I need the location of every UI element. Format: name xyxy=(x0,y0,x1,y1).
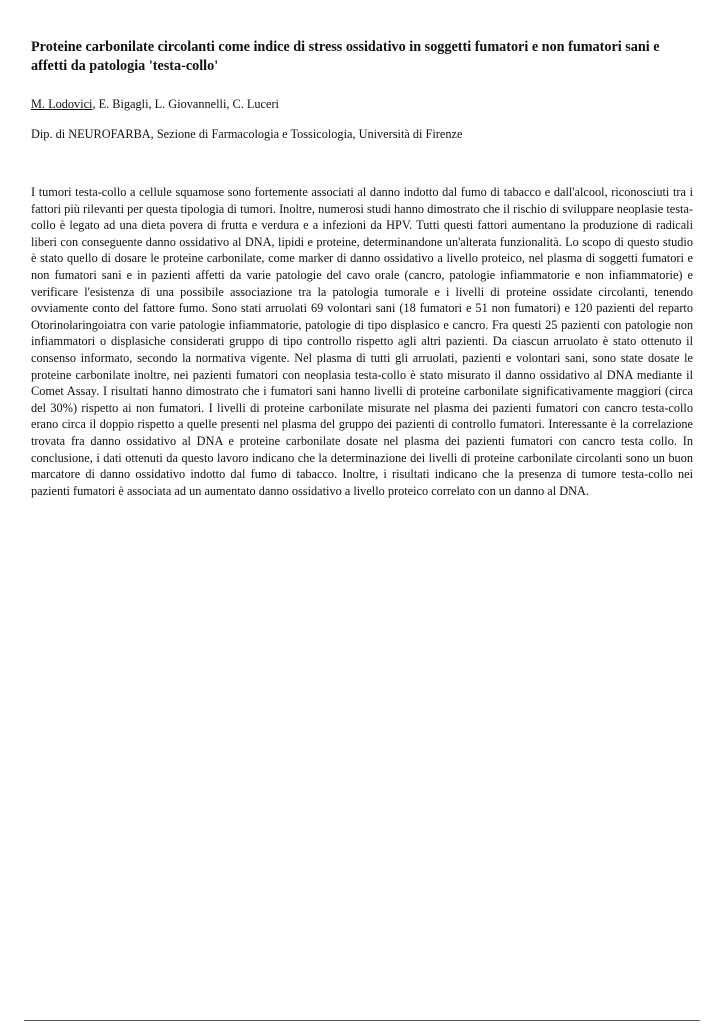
footer-divider xyxy=(24,1020,700,1021)
author-list xyxy=(31,96,693,112)
document-page xyxy=(31,0,693,1024)
abstract-body: I tumori testa-collo a cellule squamose sono fortemente associati al danno indotto dal fumo di tabacco e dall'alcool, riconosciuti tra i fattori più rilevanti per questa tipologia di tumori. Inoltre, numerosi studi hanno dimostrato che il rischio di sviluppare neoplasie testa-collo è legato ad una dieta povera di frutta e verdura e a infezioni da HPV. Tutti questi fattori aumentano la produzione di radicali liberi con conseguente danno ossidativo al DNA, lipidi e proteine, determinandone un'alterata funzionalità. Lo scopo di questo studio è stato quello di dosare le proteine carbonilate, come marker di danno ossidativo a livello proteico, nel plasma di soggetti fumatori e non fumatori sani e in pazienti affetti da varie patologie del cavo orale (cancro, patologie infiammatorie e non infiammatorie) e verificare l'esistenza di una possibile associazione tra la patologia tumorale e i livelli di proteine ossidate circolanti, tenendo ovviamente conto del fattore fumo. Sono stati arruolati 69 volontari sani (18 fumatori e 51 non fumatori) e 120 pazienti del reparto Otorinolaringoiatra con varie patologie infiammatorie, patologie di tipo displasico e cancro. Fra questi 25 pazienti con patologie non infiammatori o displasiche considerati gruppo di tipo controllo rispetto agli altri pazienti. Da ciascun arruolato è stato ottenuto il consenso informato, secondo la normativa vigente. Nel plasma di tutti gli arruolati, pazienti e volontari sani, sono state dosate le proteine carbonilate inoltre, nei pazienti fumatori con neoplasia testa-collo è stato misurato il danno ossidativo al DNA mediante il Comet Assay. I risultati hanno dimostrato che i fumatori sani hanno livelli di proteine carbonilate significativamente maggiori (circa del 30%) rispetto ai non fumatori. I livelli di proteine carbonilate misurate nel plasma dei pazienti fumatori con cancro testa-collo erano circa il doppio rispetto a quelle presenti nel plasma del gruppo dei pazienti di controllo fumatori. Interessante è la correlazione trovata fra danno ossidativo al DNA e proteine carbonilate dosate nel plasma dei pazienti fumatori con cancro testa collo. In conclusione, i dati ottenuti da questo lavoro indicano che la determinazione dei livelli di proteine carbonilate circolanti sono un buon marcatore di danno ossidativo indotto dal fumo di tabacco. Inoltre, i risultati indicano che la presenza di tumore testa-collo nei pazienti fumatori è associata ad un aumentato danno ossidativo a livello proteico correlato con un danno al DNA. xyxy=(31,185,693,498)
affiliation: Dip. di NEUROFARBA, Sezione di Farmacologia e Tossicologia, Università di Firenze xyxy=(31,127,463,141)
presenting-author: M. Lodovici xyxy=(31,97,93,111)
document-title: Proteine carbonilate circolanti come indice di stress ossidativo in soggetti fumatori e non fumatori sani e affetti da patologia 'testa-collo' xyxy=(31,39,660,74)
co-authors: , E. Bigagli, L. Giovannelli, C. Luceri xyxy=(92,97,279,111)
